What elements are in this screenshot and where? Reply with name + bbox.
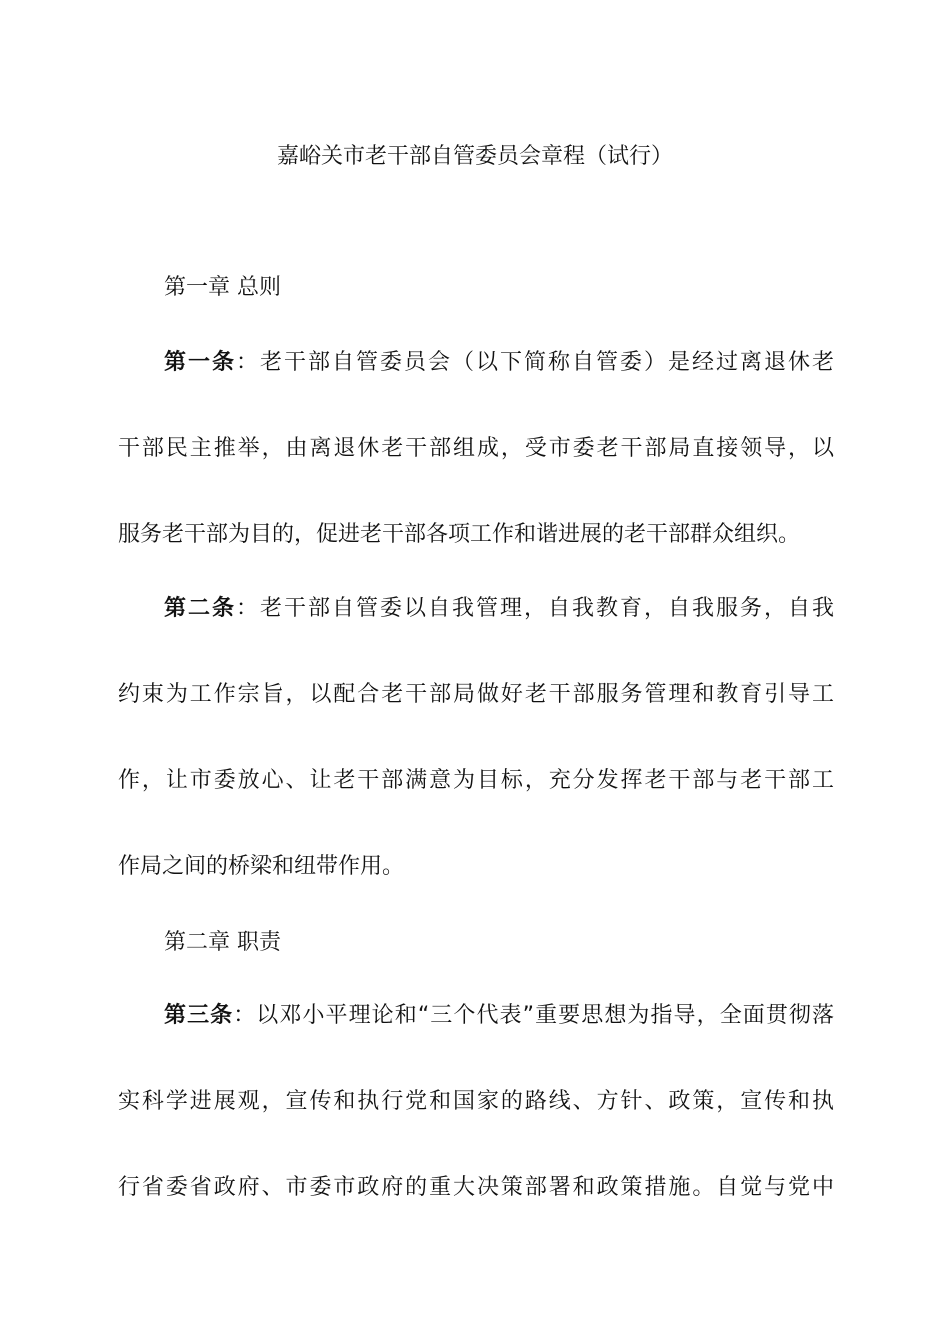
paragraph-line: 作局之间的桥梁和纽带作用。 (118, 854, 405, 879)
paragraph-line: 干部民主推举，由离退休老干部组成，受市委老干部局直接领导，以 (118, 436, 834, 461)
paragraph-line (118, 566, 834, 652)
paragraph-line: 行省委省政府、市委市政府的重大决策部署和政策措施。自觉与党中 (118, 1175, 834, 1200)
article-label: 第三条 (164, 1003, 234, 1028)
article-label: 第二条 (164, 596, 236, 621)
paragraph-line: 实科学进展观，宣传和执行党和国家的路线、方针、政策，宣传和执 (118, 1089, 834, 1114)
article-paragraph (118, 566, 834, 910)
paragraph-line: 作，让市委放心、让老干部满意为目标，充分发挥老干部与老干部工 (118, 768, 834, 793)
paragraph-text: ：老干部自管委员会（以下简称自管委）是经过离退休老 (236, 350, 834, 375)
paragraph-line (118, 320, 834, 406)
article-paragraph (118, 320, 834, 578)
paragraph-line: 约束为工作宗旨，以配合老干部局做好老干部服务管理和教育引导工 (118, 682, 834, 707)
paragraph-text: ：以邓小平理论和“三个代表”重要思想为指导，全面贯彻落 (233, 1003, 834, 1028)
chapter-heading: 第一章 总则 (164, 275, 281, 300)
document-title: 嘉峪关市老干部自管委员会章程（试行） (276, 144, 673, 169)
paragraph-line: 服务老干部为目的，促进老干部各项工作和谐进展的老干部群众组织。 (118, 522, 801, 547)
paragraph-text: ：老干部自管委以自我管理，自我教育，自我服务，自我 (236, 596, 834, 621)
article-paragraph (118, 973, 834, 1231)
article-label: 第一条 (164, 350, 236, 375)
paragraph-line (118, 973, 834, 1059)
chapter-heading: 第二章 职责 (164, 930, 281, 955)
